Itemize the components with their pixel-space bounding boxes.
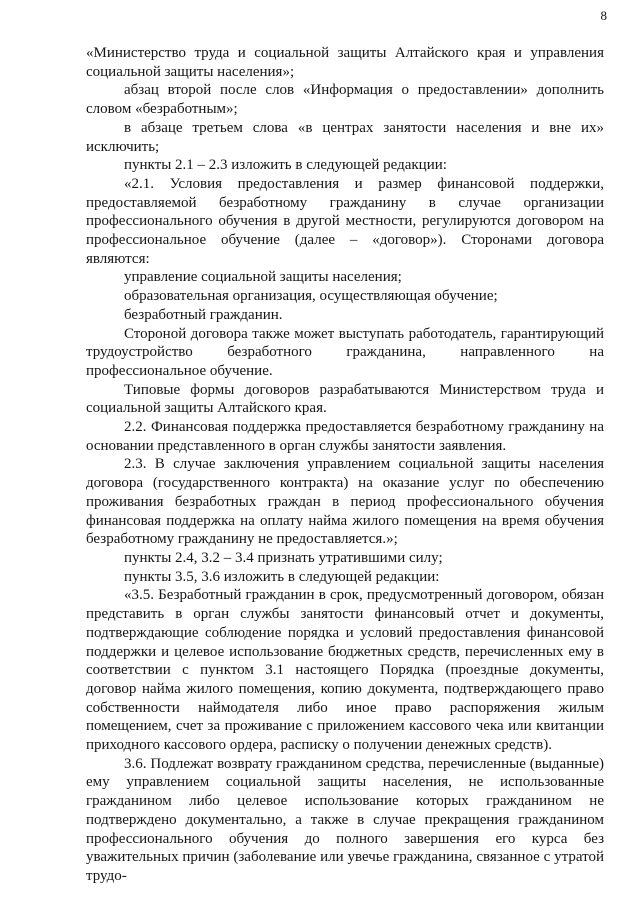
paragraph-15: «3.5. Безработный гражданин в срок, предусмотренный договором, обязан представить в орган службы занятости финансовый отчет и документы, подтверждающие соблюдение порядка и условий предоставления финансовой поддержки и целевое использование бюджетных средств, перечисленных ему в соответствии с пунктом 3.1 настоящего Порядка (проездные документы, договор найма жилого помещения, копию документа, подтверждающего право собственности наймодателя либо иное право распоряжения жилым помещением, счет за проживание с приложением кассового чека или квитанции приходного кассового ордера, расписку о получении денежных средств). (86, 587, 604, 754)
paragraph-6: управление социальной защиты населения; (124, 269, 402, 286)
paragraph-16: 3.6. Подлежат возврату гражданином средства, перечисленные (выданные) ему управлением социальной защиты населения, не использованные гражданином либо целевое использование которых гражданином не подтверждено документально, а также в случае прекращения гражданином профессионального обучения до полного завершения его курса без уважительных причин (заболевание или увечье гражданина, связанное с утратой трудо- (86, 755, 604, 884)
paragraph-2: абзац второй после слов «Информация о предоставлении» дополнить словом «безработным»; (86, 82, 604, 118)
paragraph-10: Типовые формы договоров разрабатываются Министерством труда и социальной защиты Алтайского края. (86, 381, 604, 417)
paragraph-11: 2.2. Финансовая поддержка предоставляется безработному гражданину на основании представленного в орган службы занятости заявления. (86, 419, 604, 454)
document-body (86, 44, 604, 886)
page-number: 8 (600, 8, 607, 23)
paragraph-4: пункты 2.1 – 2.3 изложить в следующей редакции: (124, 157, 447, 174)
paragraph-12: 2.3. В случае заключения управлением социальной защиты населения договора (государственного контракта) на оказание услуг по обеспечению проживания безработных граждан в период профессионального обучения финансовая поддержка на оплату найма жилого помещения на время обучения безработному гражданину не предоставляется.»; (86, 456, 604, 548)
paragraph-8: безработный гражданин. (124, 306, 283, 323)
paragraph-3: в абзаце третьем слова «в центрах занятости населения и вне их» исключить; (86, 119, 604, 155)
paragraph-1: «Министерство труда и социальной защиты Алтайского края и управления социальной защиты населения»; (86, 45, 604, 80)
paragraph-9: Стороной договора также может выступать работодатель, гарантирующий трудоустройство безработного гражданина, направленного на профессиональное обучение. (86, 325, 604, 379)
paragraph-13: пункты 2.4, 3.2 – 3.4 признать утратившими силу; (124, 549, 443, 566)
paragraph-7: образовательная организация, осуществляющая обучение; (124, 288, 498, 305)
paragraph-14: пункты 3.5, 3.6 изложить в следующей редакции: (124, 568, 440, 585)
paragraph-5: «2.1. Условия предоставления и размер финансовой поддержки, предоставляемой безработному гражданину в случае организации профессионального обучения в другой местности, регулируются договором на профессиональное обучение (далее – «договор»). Сторонами договора являются: (86, 175, 604, 267)
